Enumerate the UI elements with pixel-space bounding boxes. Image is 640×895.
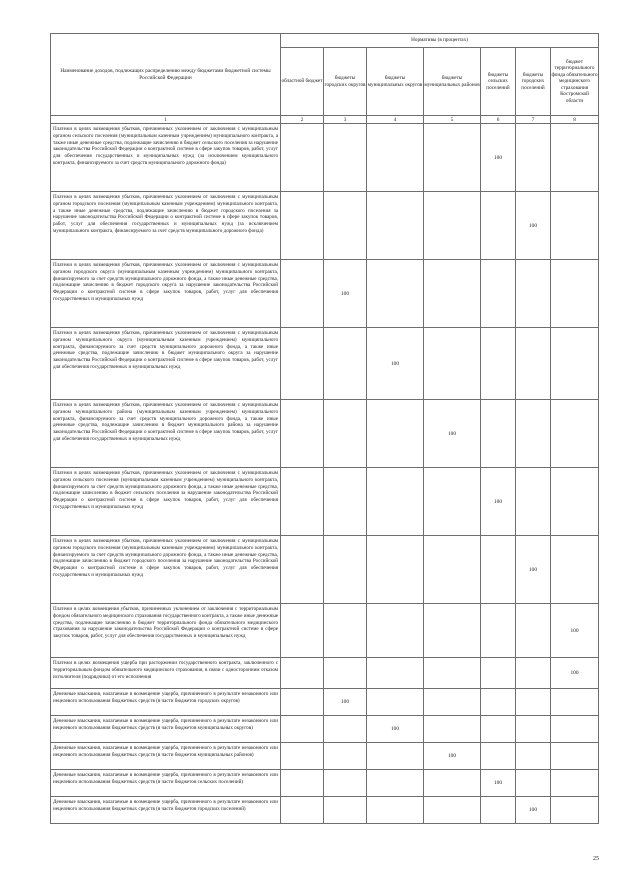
table-row xyxy=(51,400,599,468)
normative-value xyxy=(424,536,481,604)
revenue-description: Платежи в целях возмещения убытков, причиненных уклонением от заключения с муниципальным органом сельского поселения (муниципальным казенным учреждением) муниципального контракта, а также иные денежные средства, подлежащие зачислению в бюджет сельского поселения за нарушение законодательства Российской Федерации о контрактной системе в сфере закупок товаров, работ, услуг для обеспечения государственных и муниципальных нужд (за исключением муниципального контракта, финансируемого за счет средств муниципального дорожного фонда) xyxy=(51,124,281,192)
normative-value xyxy=(281,400,324,468)
normative-value xyxy=(281,658,324,689)
normative-value: 100 xyxy=(324,689,367,716)
normative-value xyxy=(281,716,324,743)
normative-value xyxy=(551,536,599,604)
normative-value xyxy=(324,797,367,824)
normative-value: 100 xyxy=(551,604,599,658)
normative-value xyxy=(324,192,367,260)
header-row-label: Наименование доходов, подлежащих распределению между бюджетами бюджетной системы Российской Федерации xyxy=(51,34,281,116)
table-row xyxy=(51,770,599,797)
revenue-description: Денежные взыскания, налагаемые в возмещение ущерба, причиненного в результате незаконного или нецелевого использования бюджетных средств (в части бюджетов муниципальных округов) xyxy=(51,716,281,743)
normative-value: 100 xyxy=(424,743,481,770)
table-row xyxy=(51,192,599,260)
normative-value: 100 xyxy=(516,797,551,824)
normative-value xyxy=(324,716,367,743)
normative-value xyxy=(324,604,367,658)
normative-value xyxy=(281,797,324,824)
revenue-description: Платежи в целях возмещения убытков, причиненных уклонением от заключения с муниципальным органом муниципального района (муниципальным казенным учреждением) муниципального контракта, финансируемого за счет средств муниципального дорожного фонда, а также иные денежные средства, подлежащие зачислению в бюджет муниципального района за нарушение законодательства Российской Федерации о контрактной системе в сфере закупок товаров, работ, услуг для обеспечения государственных и муниципальных нужд xyxy=(51,400,281,468)
normative-value xyxy=(324,124,367,192)
table-row xyxy=(51,260,599,328)
normative-value xyxy=(516,468,551,536)
revenue-description: Платежи в целях возмещения ущерба при расторжении государственного контракта, заключенного с территориальным фондом обязательного медицинского страхования, в связи с односторонним отказом исполнителя (подрядчика) от его исполнения xyxy=(51,658,281,689)
header-column: областной бюджет xyxy=(281,48,324,116)
header-column: бюджет территориального фонда обязательного медицинского страхования Костромской области xyxy=(551,48,599,116)
normative-value xyxy=(367,604,424,658)
normative-value xyxy=(551,797,599,824)
table-row xyxy=(51,468,599,536)
normative-value xyxy=(481,536,516,604)
normative-value xyxy=(424,716,481,743)
normative-value xyxy=(516,743,551,770)
normative-value xyxy=(551,468,599,536)
table-row xyxy=(51,124,599,192)
column-number: 4 xyxy=(367,116,424,124)
normative-value xyxy=(481,604,516,658)
normative-value xyxy=(324,536,367,604)
column-number: 7 xyxy=(516,116,551,124)
revenue-description: Платежи в целях возмещения убытков, причиненных уклонением от заключения с муниципальным органом городского поселения (муниципальным казенным учреждением) муниципального контракта, финансируемого за счет средств муниципального дорожного фонда, а также иные денежные средства, подлежащие зачислению в бюджет городского поселения за нарушение законодательства Российской Федерации о контрактной системе в сфере закупок товаров, работ, услуг для обеспечения государственных и муниципальных нужд xyxy=(51,536,281,604)
normative-value xyxy=(551,192,599,260)
normative-value: 100 xyxy=(516,536,551,604)
normative-value xyxy=(367,124,424,192)
normative-value xyxy=(481,716,516,743)
normative-value xyxy=(551,770,599,797)
revenue-description: Платежи в целях возмещения убытков, причиненных уклонением от заключения с муниципальным органом городского округа (муниципальным казенным учреждением) муниципального контракта, финансируемого за счет средств муниципального дорожного фонда, а также иные денежные средства, подлежащие зачислению в бюджет городского округа за нарушение законодательства Российской Федерации о контрактной системе в сфере закупок товаров, работ, услуг для обеспечения государственных и муниципальных нужд xyxy=(51,260,281,328)
column-number: 8 xyxy=(551,116,599,124)
normative-value xyxy=(481,400,516,468)
normative-value xyxy=(367,260,424,328)
normative-value xyxy=(424,604,481,658)
normative-value: 100 xyxy=(367,328,424,400)
normative-value xyxy=(481,743,516,770)
normative-value xyxy=(281,260,324,328)
normative-value xyxy=(551,743,599,770)
normative-value xyxy=(516,260,551,328)
normative-value xyxy=(551,260,599,328)
header-column: бюджеты муниципальных районов xyxy=(424,48,481,116)
revenue-description: Денежные взыскания, налагаемые в возмещение ущерба, причиненного в результате незаконного или нецелевого использования бюджетных средств (в части бюджетов муниципальных районов) xyxy=(51,743,281,770)
normative-value xyxy=(324,468,367,536)
header-column: бюджеты сельских поселений xyxy=(481,48,516,116)
normative-value xyxy=(424,689,481,716)
normative-value xyxy=(551,124,599,192)
normative-value: 100 xyxy=(481,468,516,536)
normative-value xyxy=(516,658,551,689)
normative-value xyxy=(281,192,324,260)
table-row xyxy=(51,658,599,689)
normative-value xyxy=(481,658,516,689)
normative-value xyxy=(367,536,424,604)
table-row xyxy=(51,536,599,604)
normative-value xyxy=(551,328,599,400)
table-row xyxy=(51,743,599,770)
header-column: бюджеты городских поселений xyxy=(516,48,551,116)
page-number: 25 xyxy=(593,856,599,862)
normative-value xyxy=(367,658,424,689)
normative-value xyxy=(367,770,424,797)
normative-value xyxy=(281,689,324,716)
normative-value xyxy=(324,400,367,468)
normative-value: 100 xyxy=(516,192,551,260)
normative-value: 100 xyxy=(551,658,599,689)
normative-value xyxy=(367,797,424,824)
normative-value xyxy=(424,658,481,689)
normative-value: 100 xyxy=(324,260,367,328)
header-column: бюджеты муниципальных округов xyxy=(367,48,424,116)
normative-value xyxy=(281,124,324,192)
revenue-description: Платежи в целях возмещения убытков, причиненных уклонением от заключения с территориальным фондом обязательного медицинского страхования государственного контракта, а также иные денежные средства, подлежащие зачислению в бюджет территориального фонда обязательного медицинского страхования за нарушение законодательства Российской Федерации о контрактной системе в сфере закупок товаров, работ, услуг для обеспечения государственных и муниципальных нужд xyxy=(51,604,281,658)
column-number: 1 xyxy=(51,116,281,124)
normative-value xyxy=(281,536,324,604)
normative-value: 100 xyxy=(481,770,516,797)
table-row xyxy=(51,716,599,743)
normative-value xyxy=(424,328,481,400)
revenue-distribution-table xyxy=(50,33,599,824)
normative-value xyxy=(367,192,424,260)
normative-value xyxy=(551,400,599,468)
header-group-label: Нормативы (в процентах) xyxy=(281,34,599,48)
normative-value xyxy=(516,770,551,797)
normative-value xyxy=(424,192,481,260)
header-column: бюджеты городских округов xyxy=(324,48,367,116)
normative-value xyxy=(424,797,481,824)
revenue-description: Денежные взыскания, налагаемые в возмещение ущерба, причиненного в результате незаконного или нецелевого использования бюджетных средств (в части бюджетов городских округов) xyxy=(51,689,281,716)
table-row xyxy=(51,689,599,716)
normative-value xyxy=(481,797,516,824)
normative-value xyxy=(516,124,551,192)
normative-value xyxy=(551,716,599,743)
normative-value xyxy=(367,689,424,716)
column-number: 5 xyxy=(424,116,481,124)
revenue-description: Денежные взыскания, налагаемые в возмещение ущерба, причиненного в результате незаконного или нецелевого использования бюджетных средств (в части бюджетов сельских поселений) xyxy=(51,770,281,797)
revenue-description: Платежи в целях возмещения убытков, причиненных уклонением от заключения с муниципальным органом муниципального округа (муниципальным казенным учреждением) муниципального контракта, финансируемого за счет средств муниципального дорожного фонда, а также иные денежные средства, подлежащие зачислению в бюджет муниципального округа за нарушение законодательства Российской Федерации о контрактной системе в сфере закупок товаров, работ, услуг для обеспечения государственных и муниципальных нужд xyxy=(51,328,281,400)
revenue-description: Платежи в целях возмещения убытков, причиненных уклонением от заключения с муниципальным органом сельского поселения (муниципальным казенным учреждением) муниципального контракта, финансируемого за счет средств муниципального дорожного фонда, а также иные денежные средства, подлежащие зачислению в бюджет сельского поселения за нарушение законодательства Российской Федерации о контрактной системе в сфере закупок товаров, работ, услуг для обеспечения государственных и муниципальных нужд xyxy=(51,468,281,536)
normative-value xyxy=(424,124,481,192)
normative-value xyxy=(516,716,551,743)
normative-value xyxy=(281,770,324,797)
normative-value xyxy=(281,328,324,400)
normative-value xyxy=(367,743,424,770)
column-number: 6 xyxy=(481,116,516,124)
normative-value xyxy=(324,770,367,797)
table-row xyxy=(51,797,599,824)
normative-value xyxy=(481,689,516,716)
column-number: 3 xyxy=(324,116,367,124)
normative-value xyxy=(424,770,481,797)
normative-value: 100 xyxy=(424,400,481,468)
normative-value xyxy=(424,468,481,536)
normative-value: 100 xyxy=(481,124,516,192)
normative-value xyxy=(516,604,551,658)
revenue-description: Денежные взыскания, налагаемые в возмещение ущерба, причиненного в результате незаконного или нецелевого использования бюджетных средств (в части бюджетов городских поселений) xyxy=(51,797,281,824)
normative-value xyxy=(481,260,516,328)
normative-value xyxy=(551,689,599,716)
normative-value xyxy=(281,743,324,770)
normative-value xyxy=(516,328,551,400)
normative-value xyxy=(367,400,424,468)
normative-value xyxy=(424,260,481,328)
normative-value xyxy=(281,604,324,658)
column-number: 2 xyxy=(281,116,324,124)
table-row xyxy=(51,328,599,400)
normative-value xyxy=(481,192,516,260)
normative-value xyxy=(281,468,324,536)
normative-value xyxy=(367,468,424,536)
table-row xyxy=(51,604,599,658)
normative-value xyxy=(516,400,551,468)
normative-value xyxy=(324,743,367,770)
revenue-description: Платежи в целях возмещения убытков, причиненных уклонением от заключения с муниципальным органом городского поселения (муниципальным казенным учреждением) муниципального контракта, а также иные денежные средства, подлежащие зачислению в бюджет городского поселения за нарушение законодательства Российской Федерации о контрактной системе в сфере закупок товаров, работ, услуг для обеспечения государственных и муниципальных нужд (за исключением муниципального контракта, финансируемого за счет средств муниципального дорожного фонда) xyxy=(51,192,281,260)
normative-value xyxy=(324,658,367,689)
normative-value xyxy=(324,328,367,400)
normative-value xyxy=(481,328,516,400)
normative-value xyxy=(516,689,551,716)
normative-value: 100 xyxy=(367,716,424,743)
